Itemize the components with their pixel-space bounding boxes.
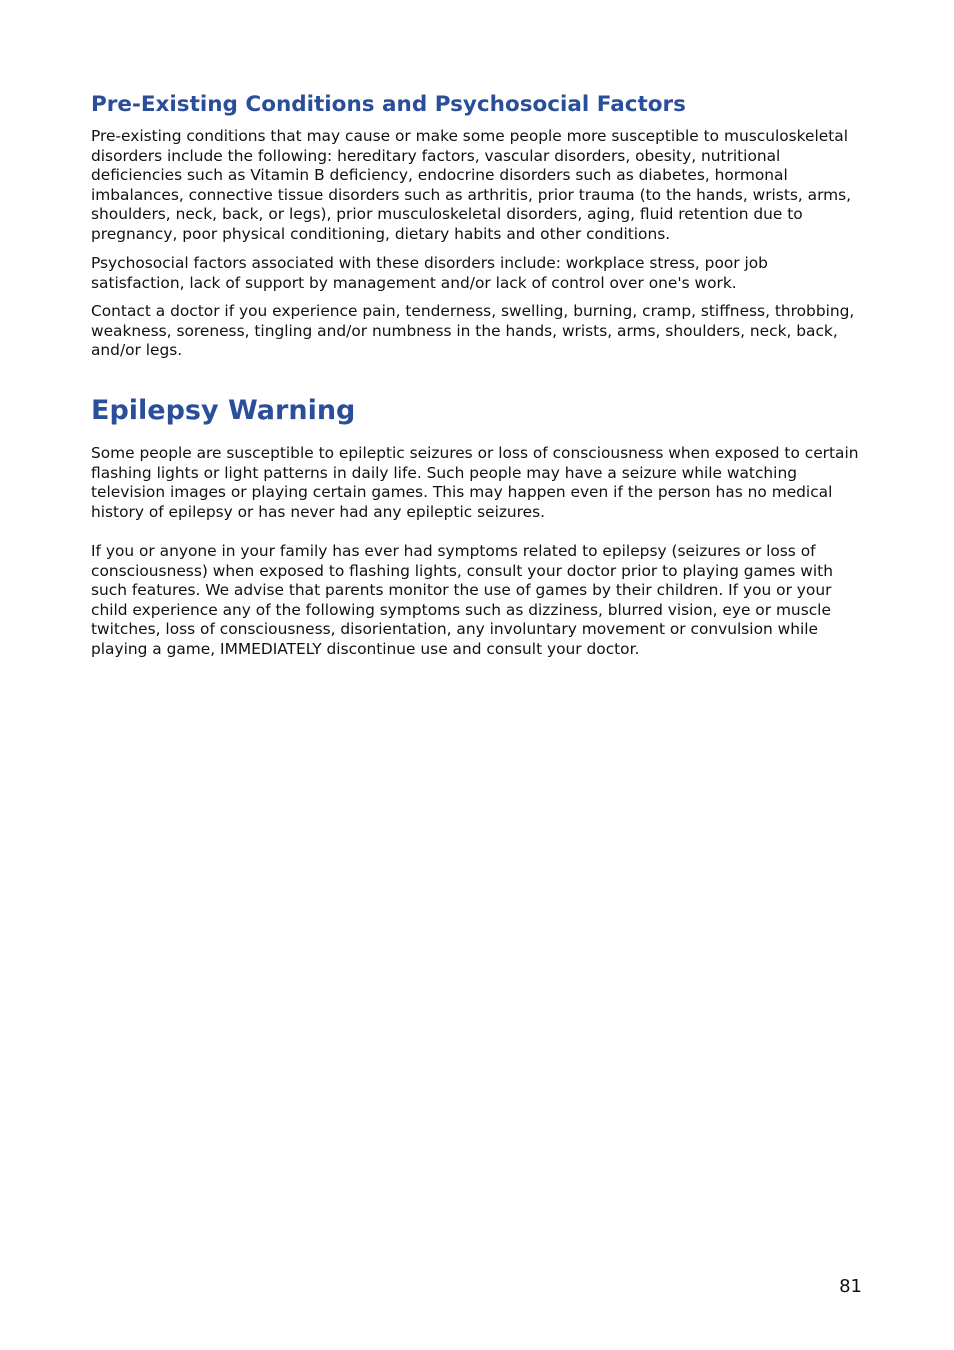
paragraph-pre-existing-conditions: Pre-existing conditions that may cause or make some people more susceptible to musculoskeletal disorders include the following: hereditary factors, vascular disorders, obesity, nutritional deficiencies such as Vitamin B deficiency, endocrine disorders such as diabetes, hormonal imbalances, connective tissue disorders such as arthritis, prior trauma (to the hands, wrists, arms, shoulders, neck, back, or legs), prior musculoskeletal disorders, aging, fluid retention due to pregnancy, poor physical conditioning, dietary habits and other conditions. [91, 127, 852, 243]
page-number: 81 [839, 1276, 862, 1297]
paragraph-epilepsy-advice: If you or anyone in your family has ever had symptoms related to epilepsy (seizures or loss of consciousness) when exposed to flashing lights, consult your doctor prior to playing games with such features. We advise that parents monitor the use of games by their children. If you or your child experience any of the following symptoms such as dizziness, blurred vision, eye or muscle twitches, loss of consciousness, disorientation, any involuntary movement or convulsion while playing a game, IMMEDIATELY discontinue use and consult your doctor. [91, 542, 833, 658]
paragraph-contact-doctor: Contact a doctor if you experience pain, tenderness, swelling, burning, cramp, stiffness, throbbing, weakness, soreness, tingling and/or numbness in the hands, wrists, arms, shoulders, neck, back, and/or legs. [91, 302, 855, 359]
paragraph-epilepsy-susceptibility: Some people are susceptible to epileptic seizures or loss of consciousness when exposed to certain flashing lights or light patterns in daily life. Such people may have a seizure while watching television images or playing certain games. This may happen even if the person has no medical history of epilepsy or has never had any epileptic seizures. [91, 444, 859, 521]
section-heading-epilepsy-warning: Epilepsy Warning [91, 395, 356, 426]
section-heading-pre-existing-conditions: Pre-Existing Conditions and Psychosocial Factors [91, 92, 686, 117]
paragraph-psychosocial-factors: Psychosocial factors associated with these disorders include: workplace stress, poor job satisfaction, lack of support by management and/or lack of control over one's work. [91, 254, 768, 292]
